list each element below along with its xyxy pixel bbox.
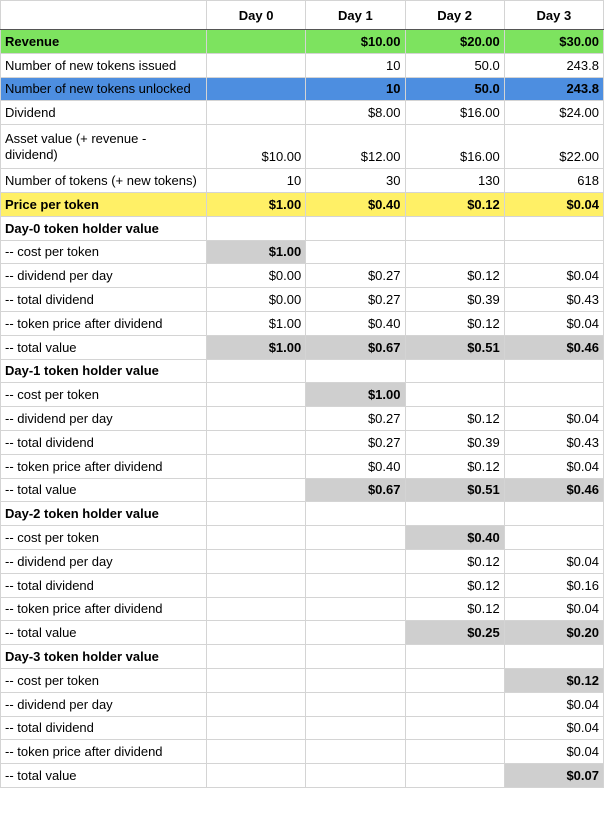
dividend-per-day-row <box>1 264 604 288</box>
dividend-row <box>1 101 604 125</box>
cell-day-0[interactable] <box>207 101 306 125</box>
cell-day-3[interactable]: $0.04 <box>504 597 603 621</box>
section-title[interactable]: Day-2 token holder value <box>1 502 207 526</box>
cell-day-2[interactable]: $0.12 <box>405 192 504 216</box>
cell-day-0[interactable] <box>207 692 306 716</box>
cell-day-3[interactable]: $24.00 <box>504 101 603 125</box>
cell-day-2[interactable] <box>405 383 504 407</box>
cell-day-0[interactable]: $1.00 <box>207 311 306 335</box>
header-day-2[interactable]: Day 2 <box>405 1 504 30</box>
cost-per-token-row <box>1 526 604 550</box>
cell-day-2[interactable]: $0.12 <box>405 597 504 621</box>
empty-cell[interactable] <box>207 359 306 383</box>
row-label[interactable]: -- cost per token <box>1 240 207 264</box>
cell-day-1[interactable] <box>306 526 405 550</box>
header-day-0[interactable]: Day 0 <box>207 1 306 30</box>
total-dividend-row <box>1 716 604 740</box>
cell-day-3[interactable]: $0.46 <box>504 478 603 502</box>
cell-day-1[interactable]: $0.40 <box>306 311 405 335</box>
cell-day-3[interactable] <box>504 240 603 264</box>
cell-day-1[interactable]: $8.00 <box>306 101 405 125</box>
section-header-day-0-holder <box>1 216 604 240</box>
token-price-after-dividend-row <box>1 454 604 478</box>
price-per-token-row <box>1 192 604 216</box>
cell-day-0[interactable] <box>207 716 306 740</box>
row-label[interactable]: -- total value <box>1 335 207 359</box>
cell-day-2[interactable]: $0.51 <box>405 335 504 359</box>
cell-day-0[interactable] <box>207 621 306 645</box>
section-title[interactable]: Day-3 token holder value <box>1 645 207 669</box>
row-label[interactable]: -- dividend per day <box>1 264 207 288</box>
row-label[interactable]: Revenue <box>1 30 207 54</box>
header-day-1[interactable]: Day 1 <box>306 1 405 30</box>
cell-day-1[interactable] <box>306 716 405 740</box>
row-label[interactable]: -- token price after dividend <box>1 311 207 335</box>
empty-cell[interactable] <box>504 645 603 669</box>
cell-day-2[interactable] <box>405 740 504 764</box>
cell-day-2[interactable]: $16.00 <box>405 101 504 125</box>
cell-day-3[interactable]: $0.04 <box>504 407 603 431</box>
cell-day-2[interactable] <box>405 692 504 716</box>
row-label[interactable]: -- cost per token <box>1 526 207 550</box>
cell-day-0[interactable] <box>207 454 306 478</box>
cell-day-1[interactable]: 10 <box>306 77 405 101</box>
empty-cell[interactable] <box>504 359 603 383</box>
cell-day-0[interactable] <box>207 407 306 431</box>
empty-cell[interactable] <box>405 645 504 669</box>
cell-day-2[interactable]: $0.40 <box>405 526 504 550</box>
cell-day-3[interactable] <box>504 526 603 550</box>
dividend-per-day-row <box>1 407 604 431</box>
empty-cell[interactable] <box>207 645 306 669</box>
total-value-row <box>1 478 604 502</box>
cell-day-2[interactable]: 50.0 <box>405 53 504 77</box>
cell-day-1[interactable] <box>306 668 405 692</box>
row-label[interactable]: Number of new tokens issued <box>1 53 207 77</box>
cell-day-0[interactable] <box>207 597 306 621</box>
cell-day-0[interactable] <box>207 430 306 454</box>
total-value-row <box>1 764 604 788</box>
cell-day-3[interactable]: 243.8 <box>504 53 603 77</box>
section-title[interactable]: Day-1 token holder value <box>1 359 207 383</box>
cell-day-1[interactable]: $0.27 <box>306 288 405 312</box>
cell-day-1[interactable]: $0.27 <box>306 264 405 288</box>
asset-value-row <box>1 125 604 169</box>
cell-day-0[interactable]: $10.00 <box>207 125 306 169</box>
empty-cell[interactable] <box>306 645 405 669</box>
total-dividend-row <box>1 573 604 597</box>
cost-per-token-row <box>1 668 604 692</box>
cell-day-3[interactable]: $0.04 <box>504 692 603 716</box>
cell-day-1[interactable] <box>306 621 405 645</box>
row-label[interactable]: -- cost per token <box>1 668 207 692</box>
cell-day-0[interactable] <box>207 53 306 77</box>
header-row <box>1 1 604 30</box>
empty-cell[interactable] <box>207 216 306 240</box>
row-label[interactable]: -- dividend per day <box>1 692 207 716</box>
row-label[interactable]: -- total dividend <box>1 430 207 454</box>
cell-day-1[interactable]: $1.00 <box>306 383 405 407</box>
cell-day-1[interactable]: $0.67 <box>306 335 405 359</box>
dividend-per-day-row <box>1 692 604 716</box>
cell-day-2[interactable]: $0.12 <box>405 264 504 288</box>
cell-day-2[interactable] <box>405 668 504 692</box>
cell-day-2[interactable]: $0.51 <box>405 478 504 502</box>
cell-day-2[interactable]: 130 <box>405 169 504 193</box>
total-value-row <box>1 335 604 359</box>
row-label[interactable]: -- token price after dividend <box>1 597 207 621</box>
empty-cell[interactable] <box>306 216 405 240</box>
cell-day-0[interactable] <box>207 30 306 54</box>
row-label[interactable]: -- dividend per day <box>1 407 207 431</box>
row-label[interactable]: -- dividend per day <box>1 549 207 573</box>
cell-day-2[interactable]: $0.12 <box>405 454 504 478</box>
cell-day-1[interactable]: 30 <box>306 169 405 193</box>
cell-day-1[interactable] <box>306 740 405 764</box>
cell-day-3[interactable]: $0.04 <box>504 716 603 740</box>
cell-day-1[interactable] <box>306 240 405 264</box>
cell-day-1[interactable]: $0.67 <box>306 478 405 502</box>
row-label[interactable]: -- token price after dividend <box>1 740 207 764</box>
empty-cell[interactable] <box>306 359 405 383</box>
empty-cell[interactable] <box>405 359 504 383</box>
cell-day-1[interactable]: $0.40 <box>306 192 405 216</box>
row-label[interactable]: -- total value <box>1 621 207 645</box>
cell-day-1[interactable] <box>306 692 405 716</box>
row-label[interactable]: -- total dividend <box>1 716 207 740</box>
cell-day-0[interactable] <box>207 764 306 788</box>
cell-day-0[interactable] <box>207 573 306 597</box>
row-label[interactable]: -- total dividend <box>1 573 207 597</box>
cell-day-3[interactable]: $0.43 <box>504 288 603 312</box>
cell-day-1[interactable]: $10.00 <box>306 30 405 54</box>
cell-day-1[interactable]: $0.27 <box>306 430 405 454</box>
section-title[interactable]: Day-0 token holder value <box>1 216 207 240</box>
cell-day-2[interactable]: $0.39 <box>405 288 504 312</box>
row-label[interactable]: -- total value <box>1 764 207 788</box>
cell-day-0[interactable] <box>207 740 306 764</box>
total-value-row <box>1 621 604 645</box>
header-day-3[interactable]: Day 3 <box>504 1 603 30</box>
cell-day-0[interactable] <box>207 668 306 692</box>
cell-day-3[interactable]: $0.16 <box>504 573 603 597</box>
cell-day-2[interactable] <box>405 716 504 740</box>
cell-day-0[interactable]: $1.00 <box>207 240 306 264</box>
cost-per-token-row <box>1 383 604 407</box>
cell-day-2[interactable]: 50.0 <box>405 77 504 101</box>
cell-day-1[interactable]: $0.40 <box>306 454 405 478</box>
cell-day-1[interactable]: $12.00 <box>306 125 405 169</box>
empty-cell[interactable] <box>504 216 603 240</box>
row-label[interactable]: Price per token <box>1 192 207 216</box>
cell-day-0[interactable]: $0.00 <box>207 288 306 312</box>
cell-day-3[interactable]: $30.00 <box>504 30 603 54</box>
cell-day-3[interactable]: 618 <box>504 169 603 193</box>
empty-cell[interactable] <box>405 216 504 240</box>
cell-day-1[interactable]: 10 <box>306 53 405 77</box>
total-dividend-row <box>1 288 604 312</box>
number-of-tokens-row <box>1 169 604 193</box>
cell-day-2[interactable]: $0.39 <box>405 430 504 454</box>
dividend-per-day-row <box>1 549 604 573</box>
cell-day-3[interactable]: $0.04 <box>504 549 603 573</box>
section-header-day-1-holder <box>1 359 604 383</box>
cell-day-2[interactable]: $20.00 <box>405 30 504 54</box>
cell-day-1[interactable] <box>306 573 405 597</box>
empty-cell[interactable] <box>504 502 603 526</box>
cell-day-2[interactable]: $0.12 <box>405 573 504 597</box>
row-label[interactable]: -- token price after dividend <box>1 454 207 478</box>
cell-day-3[interactable]: $22.00 <box>504 125 603 169</box>
cell-day-2[interactable]: $0.12 <box>405 549 504 573</box>
row-label[interactable]: Asset value (+ revenue - dividend) <box>1 125 207 169</box>
token-price-after-dividend-row <box>1 740 604 764</box>
cell-day-3[interactable]: $0.07 <box>504 764 603 788</box>
token-price-after-dividend-row <box>1 311 604 335</box>
cell-day-2[interactable] <box>405 764 504 788</box>
cell-day-1[interactable]: $0.27 <box>306 407 405 431</box>
cell-day-0[interactable] <box>207 526 306 550</box>
cell-day-3[interactable]: 243.8 <box>504 77 603 101</box>
cell-day-0[interactable] <box>207 383 306 407</box>
new-tokens-issued-row <box>1 53 604 77</box>
cell-day-2[interactable]: $0.12 <box>405 311 504 335</box>
empty-cell[interactable] <box>306 502 405 526</box>
cell-day-2[interactable]: $0.25 <box>405 621 504 645</box>
cell-day-2[interactable]: $0.12 <box>405 407 504 431</box>
cell-day-3[interactable] <box>504 383 603 407</box>
cell-day-3[interactable]: $0.46 <box>504 335 603 359</box>
row-label[interactable]: -- total dividend <box>1 288 207 312</box>
total-dividend-row <box>1 430 604 454</box>
cell-day-0[interactable] <box>207 478 306 502</box>
cell-day-3[interactable]: $0.12 <box>504 668 603 692</box>
section-header-day-3-holder <box>1 645 604 669</box>
row-label[interactable]: Dividend <box>1 101 207 125</box>
cell-day-2[interactable]: $16.00 <box>405 125 504 169</box>
token-price-after-dividend-row <box>1 597 604 621</box>
cell-day-0[interactable]: $1.00 <box>207 192 306 216</box>
row-label[interactable]: -- cost per token <box>1 383 207 407</box>
cell-day-1[interactable] <box>306 549 405 573</box>
cell-day-3[interactable]: $0.43 <box>504 430 603 454</box>
cell-day-1[interactable] <box>306 597 405 621</box>
revenue-row <box>1 30 604 54</box>
cell-day-3[interactable]: $0.04 <box>504 264 603 288</box>
row-label[interactable]: Number of new tokens unlocked <box>1 77 207 101</box>
cell-day-0[interactable] <box>207 77 306 101</box>
cell-day-0[interactable]: $0.00 <box>207 264 306 288</box>
cell-day-0[interactable] <box>207 549 306 573</box>
cell-day-1[interactable] <box>306 764 405 788</box>
empty-cell[interactable] <box>207 502 306 526</box>
cell-day-3[interactable]: $0.04 <box>504 311 603 335</box>
cell-day-0[interactable]: $1.00 <box>207 335 306 359</box>
cost-per-token-row <box>1 240 604 264</box>
cell-day-0[interactable]: 10 <box>207 169 306 193</box>
new-tokens-unlocked-row <box>1 77 604 101</box>
header-corner-cell[interactable] <box>1 1 207 30</box>
section-header-day-2-holder <box>1 502 604 526</box>
empty-cell[interactable] <box>405 502 504 526</box>
row-label[interactable]: Number of tokens (+ new tokens) <box>1 169 207 193</box>
cell-day-3[interactable]: $0.04 <box>504 192 603 216</box>
cell-day-2[interactable] <box>405 240 504 264</box>
cell-day-3[interactable]: $0.04 <box>504 740 603 764</box>
cell-day-3[interactable]: $0.20 <box>504 621 603 645</box>
cell-day-3[interactable]: $0.04 <box>504 454 603 478</box>
row-label[interactable]: -- total value <box>1 478 207 502</box>
